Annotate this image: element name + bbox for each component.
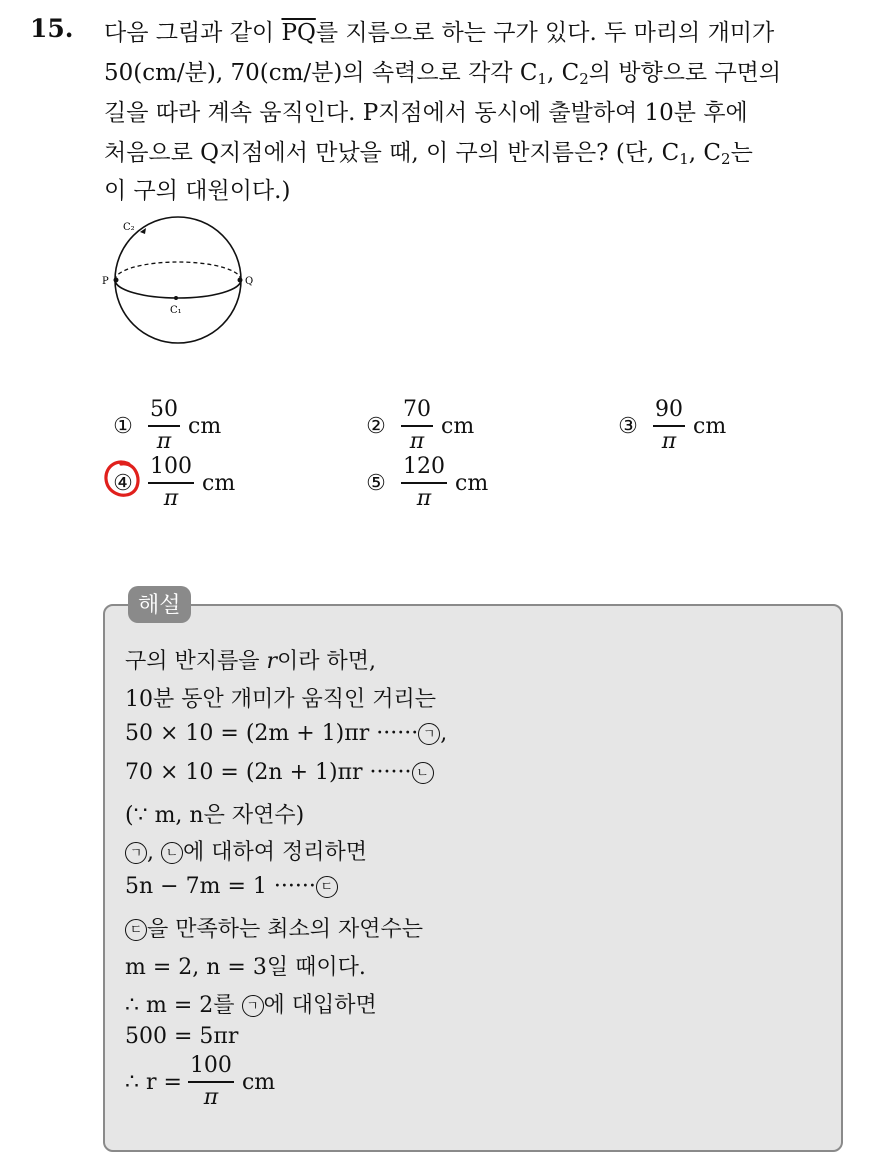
equation: 5n − 7m = 1 ······ (125, 874, 316, 899)
solution-line-5: (∵ m, n은 자연수) (125, 803, 305, 828)
question-text: 처음으로 Q지점에서 만났을 때, 이 구의 반지름은? (단, C (104, 140, 680, 166)
fraction (401, 398, 433, 454)
label-circle: ㄱ (418, 723, 440, 745)
question-text: 의 방향으로 구면의 (588, 60, 782, 86)
variable-r: r (266, 649, 278, 674)
choice-1[interactable] (104, 398, 221, 454)
denominator: π (409, 429, 425, 454)
question-text: 다음 그림과 같이 (104, 20, 282, 46)
choice-5[interactable] (357, 455, 488, 511)
label-c2: C₂ (123, 222, 135, 233)
question-line-2 (104, 54, 781, 92)
choice-2[interactable] (357, 398, 474, 454)
denominator: π (156, 429, 172, 454)
question-line-3: 길을 따라 계속 움직인다. P지점에서 동시에 출발하여 10분 후에 (104, 100, 748, 126)
fraction (401, 455, 447, 511)
subscript: 1 (537, 70, 547, 88)
label-circle: ㄷ (125, 919, 147, 941)
numerator: 100 (189, 1053, 232, 1078)
solution-text: 을 만족하는 최소의 자연수는 (147, 917, 424, 942)
question-text: , C (546, 60, 580, 86)
question-line-4 (104, 134, 753, 172)
subscript: 2 (579, 70, 589, 88)
unit: cm (455, 470, 489, 496)
equation: 70 × 10 = (2n + 1)πr ······ (125, 760, 412, 785)
solution-text: ∴ m = 2를 (125, 993, 242, 1018)
solution-line-3 (125, 721, 447, 746)
equation: 50 × 10 = (2m + 1)πr ······ (125, 721, 419, 746)
label-circle: ㄱ (242, 995, 264, 1017)
unit: cm (188, 413, 222, 439)
fraction (653, 398, 685, 454)
numerator: 90 (655, 397, 683, 422)
solution-line-11: 500 = 5πr (125, 1024, 239, 1049)
label-p: P (102, 276, 109, 287)
numerator: 120 (403, 454, 445, 479)
solution-line-4 (125, 760, 434, 785)
segment-pq: $\overline{PQ}$ (281, 20, 316, 46)
question-number: 15. (30, 14, 74, 43)
choice-number: ③ (618, 413, 638, 439)
question-line-5: 이 구의 대원이다.) (104, 178, 291, 204)
numerator: 50 (150, 397, 178, 422)
answer-circle-mark (102, 458, 142, 500)
fraction (188, 1054, 234, 1110)
label-circle: ㄴ (412, 762, 434, 784)
unit: cm (202, 470, 236, 496)
solution-line-10 (125, 988, 377, 1019)
solution-text: 에 대입하면 (263, 993, 377, 1018)
fraction (148, 455, 194, 511)
equation: ∴ r = (125, 1069, 182, 1095)
question-text: 50(cm/분), 70(cm/분)의 속력으로 각각 C (104, 60, 538, 86)
choice-number: ① (113, 413, 133, 439)
solution-text: , (440, 721, 448, 746)
unit: cm (441, 413, 475, 439)
solution-text: , (147, 840, 161, 865)
solution-line-6 (125, 835, 367, 866)
solution-line-2: 10분 동안 개미가 움직인 거리는 (125, 687, 436, 712)
numerator: 100 (150, 454, 192, 479)
solution-tag: 해설 (128, 586, 191, 623)
question-text: 를 지름으로 하는 구가 있다. 두 마리의 개미가 (315, 20, 775, 46)
subscript: 2 (721, 150, 731, 168)
denominator: π (661, 429, 677, 454)
label-c1: C₁ (170, 305, 182, 316)
label-circle: ㄷ (316, 876, 338, 898)
solution-text: 이라 하면, (277, 649, 377, 674)
solution-line-7 (125, 874, 338, 899)
solution-line-1 (125, 644, 376, 675)
fraction (148, 398, 180, 454)
choice-number: ② (366, 413, 386, 439)
question-text: , C (688, 140, 722, 166)
choice-number: ⑤ (366, 470, 386, 496)
solution-line-9: m = 2, n = 3일 때이다. (125, 955, 366, 980)
denominator: π (416, 486, 432, 511)
question-line-1 (104, 14, 774, 52)
sphere-figure (96, 210, 266, 370)
solution-line-8 (125, 912, 423, 943)
denominator: π (203, 1085, 219, 1110)
unit: cm (693, 413, 727, 439)
label-circle: ㄴ (161, 842, 183, 864)
denominator: π (163, 486, 179, 511)
label-circle: ㄱ (125, 842, 147, 864)
question-text: 는 (730, 140, 753, 166)
solution-text: 구의 반지름을 (125, 649, 267, 674)
subscript: 1 (679, 150, 689, 168)
solution-text: 에 대하여 정리하면 (183, 840, 368, 865)
unit: cm (241, 1069, 276, 1095)
choice-3[interactable] (609, 398, 726, 454)
label-q: Q (245, 276, 254, 287)
solution-line-12 (125, 1054, 275, 1110)
choice-number: ④ (113, 470, 133, 496)
numerator: 70 (403, 397, 431, 422)
